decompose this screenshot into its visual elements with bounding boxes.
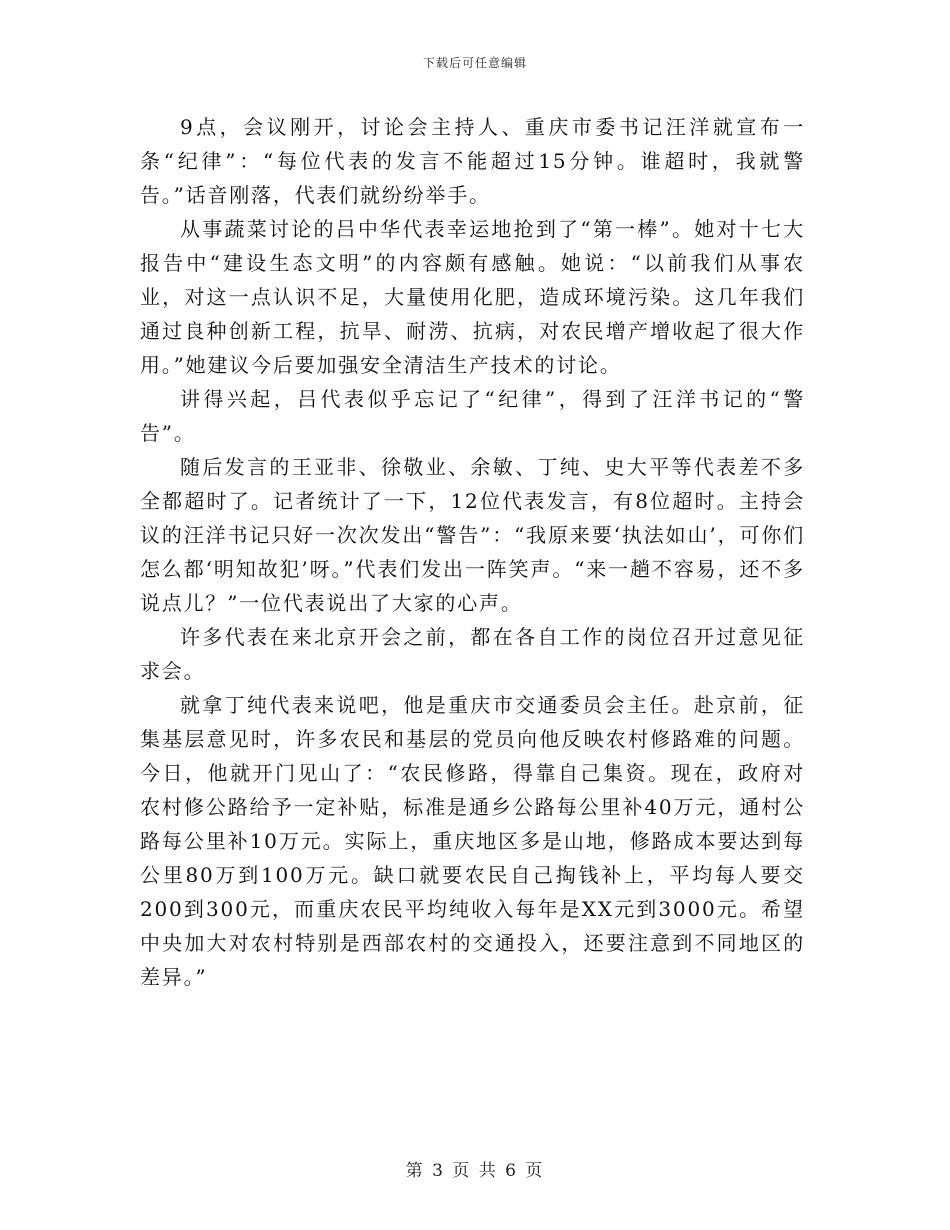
paragraph: 随后发言的王亚非、徐敬业、余敏、丁纯、史大平等代表差不多全都超时了。记者统计了一下，12位代表发言，有8位超时。主持会议的汪洋书记只好一次次发出“警告”：“我原来要‘执法如山’，可你们怎么都‘明知故犯’呀。”代表们发出一阵笑声。“来一趟不容易，还不多说点儿？”一位代表说出了大家的心声。 — [140, 455, 805, 615]
paragraph: 许多代表在来北京开会之前，都在各自工作的岗位召开过意见征求会。 — [140, 625, 805, 683]
paragraph: 从事蔬菜讨论的吕中华代表幸运地抢到了“第一棒”。她对十七大报告中“建设生态文明”的内容颇有感触。她说：“以前我们从事农业，对这一点认识不足，大量使用化肥，造成环境污染。这几年我们通过良种创新工程，抗旱、耐涝、抗病，对农民增产增收起了很大作用。”她建议今后要加强安全清洁生产技术的讨论。 — [140, 217, 805, 377]
page-footer: 第 3 页 共 6 页 — [405, 1161, 545, 1181]
paragraph: 9点，会议刚开，讨论会主持人、重庆市委书记汪洋就宣布一条“纪律”：“每位代表的发言不能超过15分钟。谁超时，我就警告。”话音刚落，代表们就纷纷举手。 — [140, 115, 805, 207]
paragraph: 就拿丁纯代表来说吧，他是重庆市交通委员会主任。赴京前，征集基层意见时，许多农民和基层的党员向他反映农村修路难的问题。今日，他就开门见山了：“农民修路，得靠自己集资。现在，政府对农村修公路给予一定补贴，标准是通乡公路每公里补40万元，通村公路每公里补10万元。实际上，重庆地区多是山地，修路成本要达到每公里80万到100万元。缺口就要农民自己掏钱补上，平均每人要交200到300元，而重庆农民平均纯收入每年是XX元到3000元。希望中央加大对农村特别是西部农村的交通投入，还要注意到不同地区的差异。” — [140, 693, 805, 989]
article-body — [140, 110, 805, 994]
page-header: 下载后可任意编辑 — [422, 56, 527, 70]
paragraph: 讲得兴起，吕代表似乎忘记了“纪律”，得到了汪洋书记的“警告”。 — [140, 387, 805, 445]
